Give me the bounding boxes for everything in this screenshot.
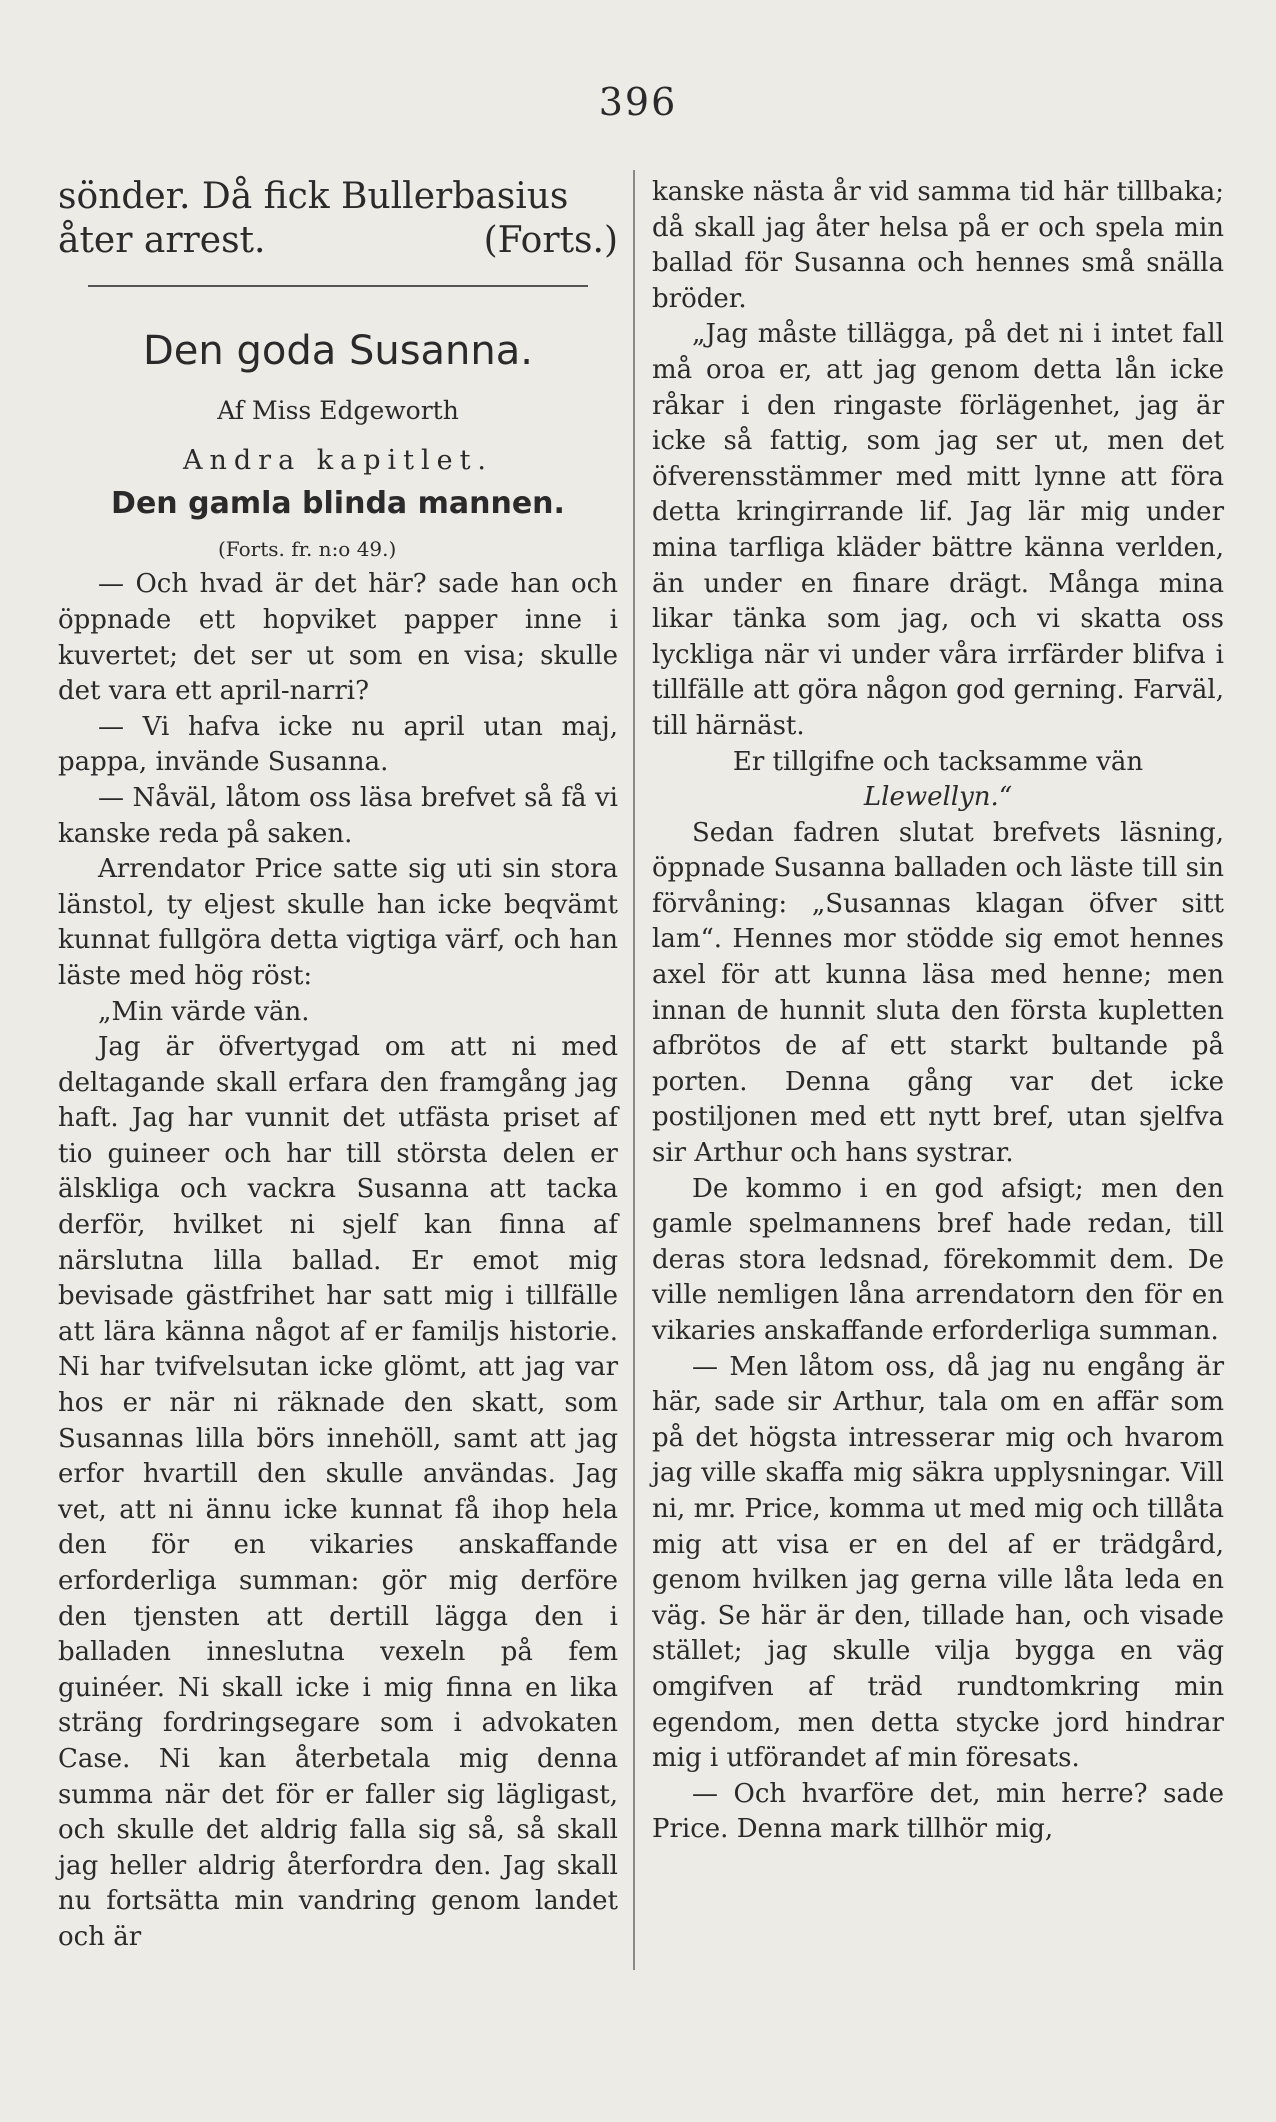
paragraph: Sedan fadren slutat brefvets läsning, öppnade Susanna balladen och läste till sin förvåning: „Susannas klagan öfver sitt lam“. Hennes mor stödde sig emot hennes axel för att kunna läsa med henne; men innan de hunnit sluta den första kupletten afbrötos de af ett starkt bultande på porten. Denna gång var det icke postiljonen med ett nytt bref, utan sjelfva sir Arthur och hans systrar.: [652, 817, 1224, 1169]
article-title: Den goda Susanna.: [143, 328, 533, 374]
paragraph: — Vi hafva icke nu april utan maj, pappa, invände Susanna.: [58, 711, 618, 778]
letter-closing: Er tillgifne och tacksamme vän: [732, 746, 1144, 777]
paragraph: Arrendator Price satte sig uti sin stora länstol, ty eljest skulle han icke beqvämt kunnat fullgöra detta vigtiga värf, och han läste med hög röst:: [58, 854, 618, 991]
paragraph: — Men låtom oss, då jag nu engång är här, sade sir Arthur, tala om en affär som på det högsta intresserar mig och hvarom jag ville skaffa mig säkra upplysningar. Vill ni, mr. Price, komma ut med mig och tillåta mig att visa er en del af er trädgård, genom hvilken jag gerna ville låta leda en väg. Se här är den, tillade han, och visade stället; jag skulle vilja bygga en väg omgifven af träd rundtomkring min egendom, men detta stycke jord hindrar mig i utförandet af min föresats.: [652, 1351, 1224, 1774]
previous-article-end: [58, 175, 618, 263]
letter-salutation: „Min värde vän.: [98, 996, 310, 1027]
chapter-heading: Andra kapitlet.: [182, 444, 494, 476]
left-column: [58, 175, 618, 1956]
prev-forts: (Forts.): [483, 220, 618, 261]
section-rule: [88, 285, 588, 287]
prev-line-2: åter arrest.: [58, 220, 266, 261]
column-divider: [633, 170, 635, 1970]
paragraph: Jag är öfvertygad om att ni med deltagande skall erfara den framgång jag haft. Jag har vunnit det utfästa priset af tio guineer och har till största delen er älskliga och vackra Susanna att tacka derför, hvilket ni sjelf kan finna af närslutna lilla ballad. Er emot mig bevisade gästfrihet har satt mig i tillfälle att lära känna något af er familjs historie. Ni har tvifvelsutan icke glömt, att jag var hos er när ni räknade den skatt, som Susannas lilla börs innehöll, samt att jag erfor hvartill den skulle användas. Jag vet, att ni ännu icke kunnat få ihop hela den för en vikaries anskaffande erforderliga summan: gör mig derföre den tjensten att dertill lägga den i balladen inneslutna vexeln på fem guinéer. Ni skall icke i mig finna en lika sträng fordringsegare som i advokaten Case. Ni kan återbetala mig denna summa när det för er faller sig lägligast, och skulle det aldrig falla sig så, så skall jag heller aldrig återfordra den. Jag skall nu fortsätta min vandring genom landet och är: [58, 1032, 618, 1952]
continued-note: (Forts. fr. n:o 49.): [218, 536, 397, 561]
right-column: [652, 175, 1224, 1848]
article-author: Af Miss Edgeworth: [217, 396, 459, 425]
paragraph: kanske nästa år vid samma tid här tillbaka; då skall jag åter helsa på er och spela min ballad för Susanna och hennes små snälla bröder.: [652, 177, 1224, 314]
paragraph: — Och hvarföre det, min herre? sade Price. Denna mark tillhör mig,: [652, 1778, 1224, 1845]
prev-line-1: sönder. Då fick Bullerbasius: [58, 176, 569, 217]
chapter-title: Den gamla blinda mannen.: [111, 486, 565, 522]
paragraph: — Och hvad är det här? sade han och öppnade ett hopviket papper inne i kuvertet; det ser ut som en visa; skulle det vara ett april-narri?: [58, 569, 618, 707]
page-number: 396: [598, 80, 678, 124]
paragraph: — Nåväl, låtom oss läsa brefvet så få vi kanske reda på saken.: [58, 782, 618, 849]
letter-signature: Llewellyn.“: [863, 782, 1013, 813]
paragraph: „Jag måste tillägga, på det ni i intet fall må oroa er, att jag genom detta lån icke råkar i den ringaste förlägenhet, jag är icke så fattig, som jag ser ut, men det öfverensstämmer med mitt lynne att föra detta kringirrande lif. Jag lär mig under mina tarfliga kläder bättre känna verlden, än under en finare drägt. Många mina likar tänka som jag, och vi skatta oss lyckliga när vi under våra irrfärder blifva i tillfälle att göra någon god gerning. Farväl, till härnäst.: [652, 319, 1224, 741]
paragraph: De kommo i en god afsigt; men den gamle spelmannens bref hade redan, till deras stora ledsnad, förekommit dem. De ville nemligen låna arrendatorn den för en vikaries anskaffande erforderliga summan.: [652, 1173, 1224, 1346]
